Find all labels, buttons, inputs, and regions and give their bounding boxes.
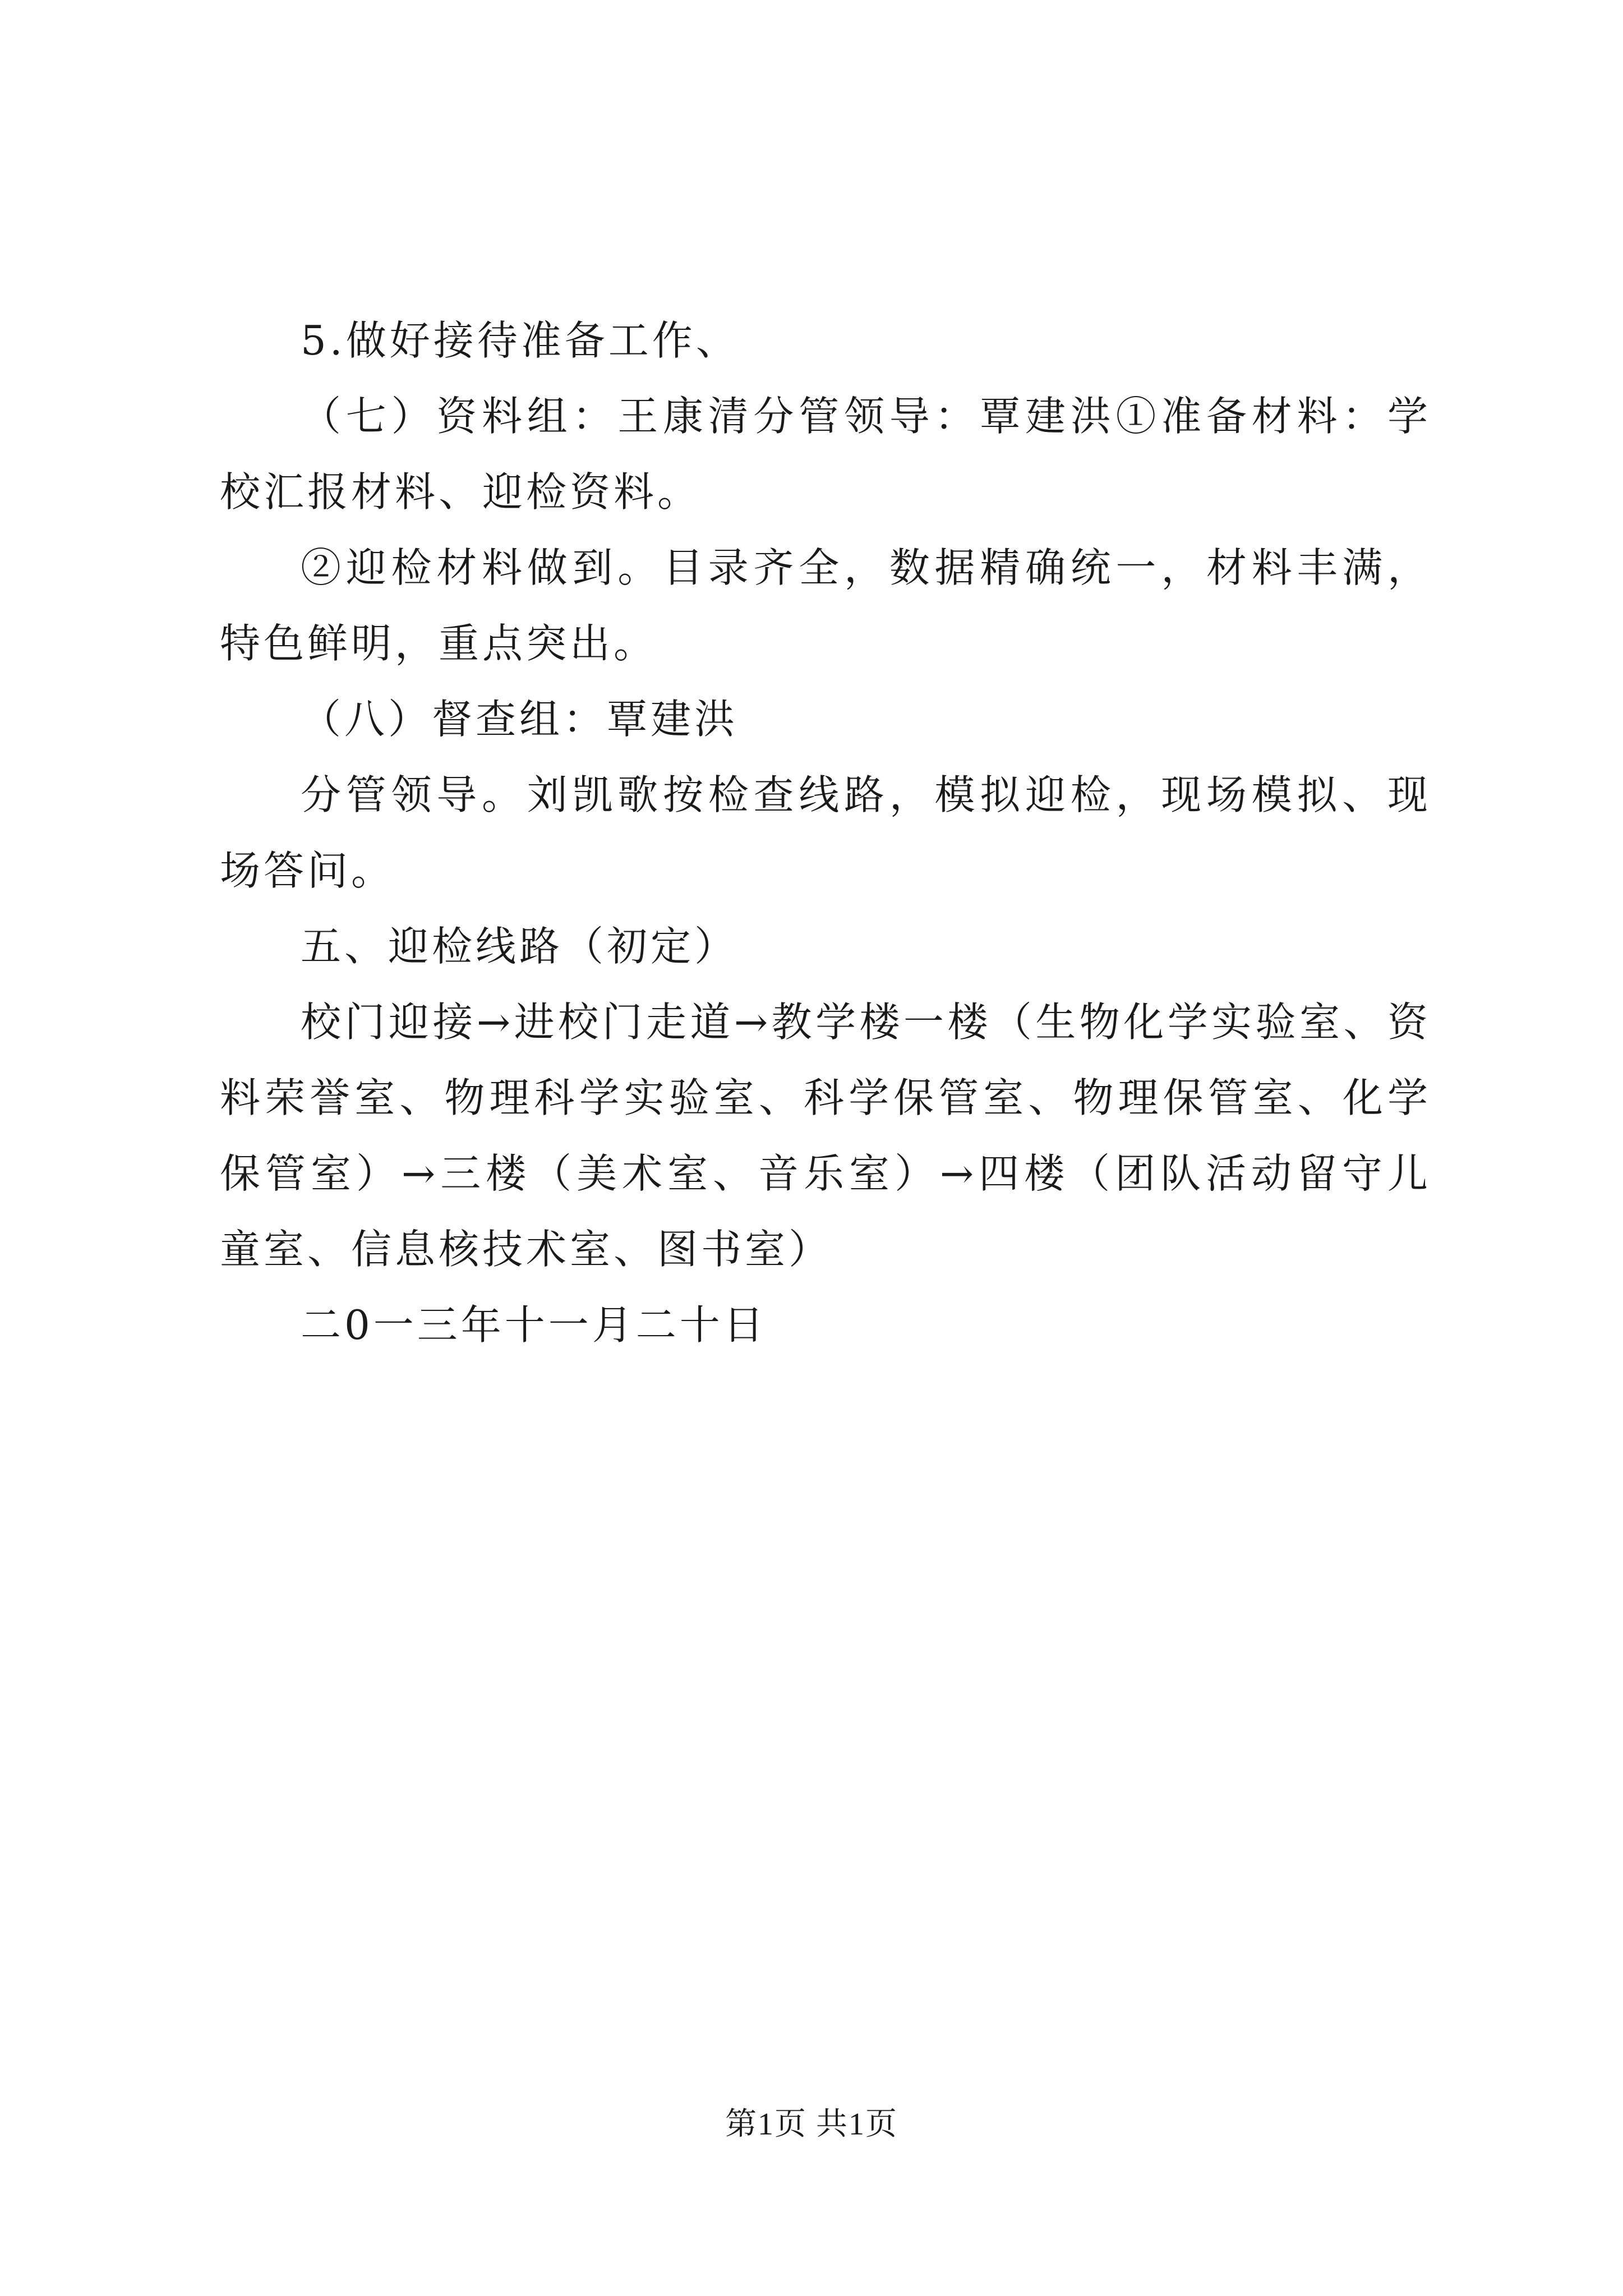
page-footer: 第1页 共1页 <box>725 2107 898 2142</box>
document-date: 二0一三年十一月二十日 <box>301 1301 767 1349</box>
document-body <box>220 303 1431 1363</box>
paragraph-materials-requirements: ②迎检材料做到。目录齐全，数据精确统一，材料丰满，特色鲜明，重点突出。 <box>220 544 1431 667</box>
paragraph-inspection-route: 校门迎接→进校门走道→教学楼一楼（生物化学实验室、资料荣誉室、物理科学实验室、科学保管室、物理保管室、化学保管室）→三楼（美术室、音乐室）→四楼（团队活动留守儿童室、信息核技术室、图书室） <box>220 999 1431 1273</box>
section-heading-inspection-route: 五、迎检线路（初定） <box>301 923 739 970</box>
paragraph-reception-prep: 5.做好接待准备工作、 <box>301 317 740 364</box>
paragraph-materials-group: （七）资料组：王康清分管领导：覃建洪①准备材料：学校汇报材料、迎检资料。 <box>220 393 1431 516</box>
paragraph-supervision-group: （八）督查组：覃建洪 <box>301 696 739 743</box>
paragraph-supervision-leader: 分管领导。刘凯歌按检查线路，模拟迎检，现场模拟、现场答问。 <box>220 771 1431 894</box>
